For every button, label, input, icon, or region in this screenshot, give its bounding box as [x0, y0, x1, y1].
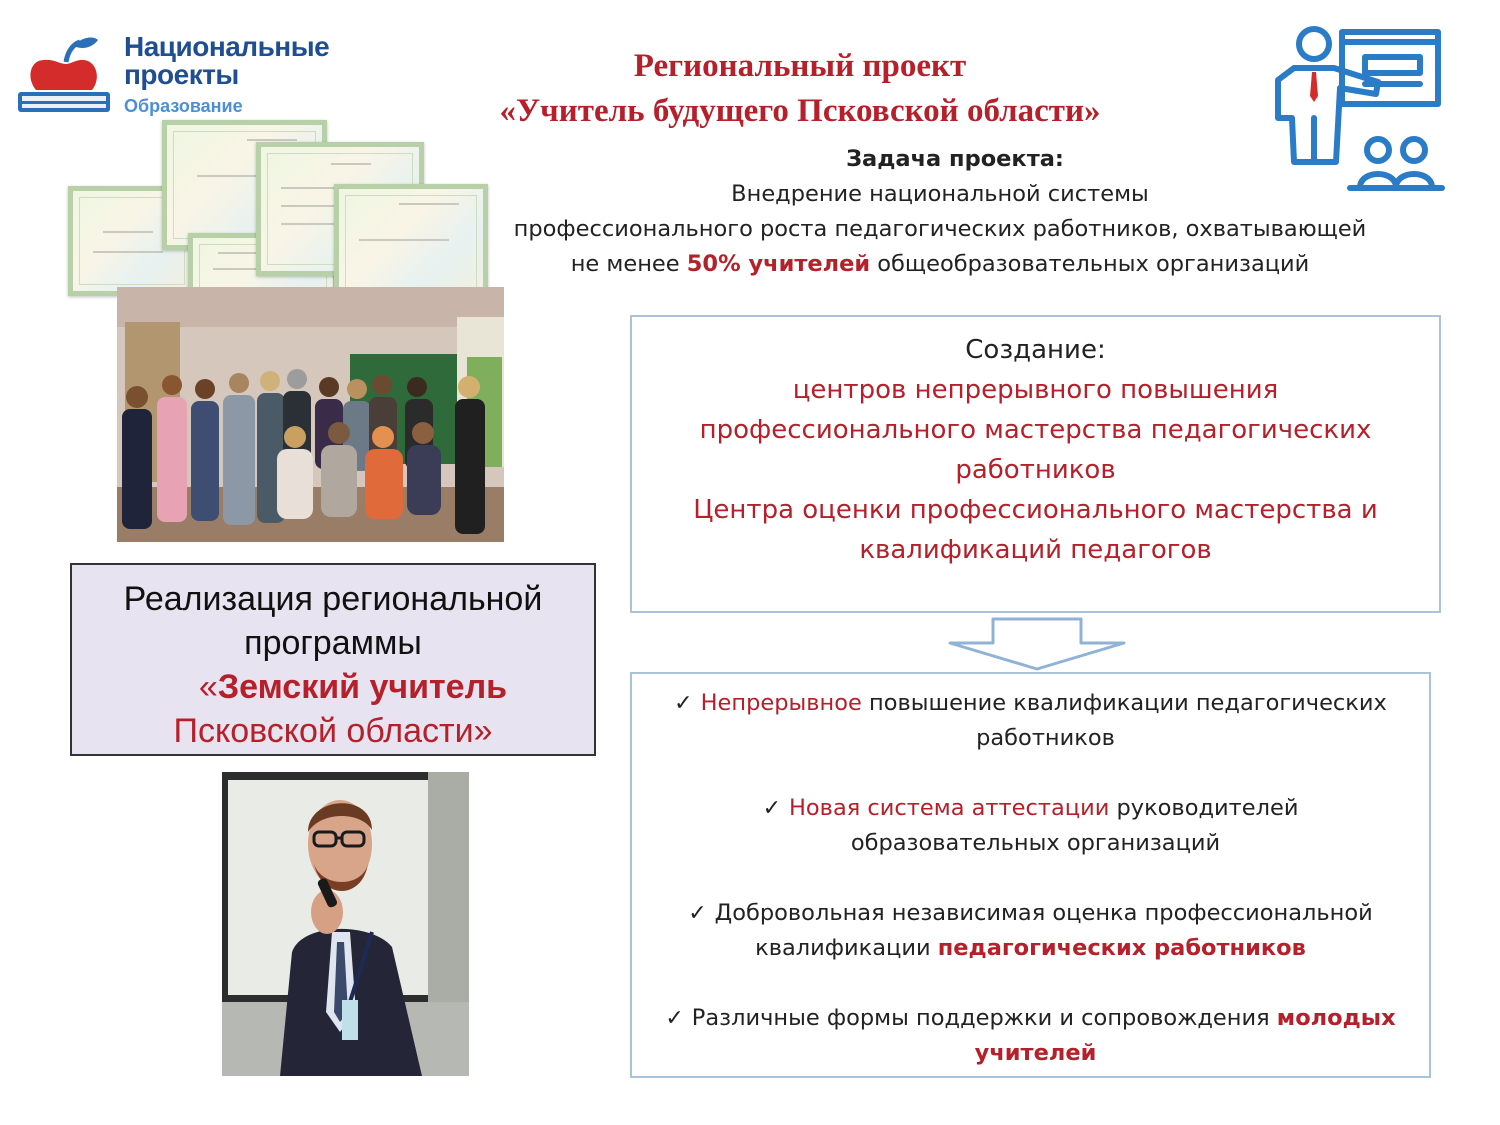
title-line1: Региональный проект	[633, 48, 967, 84]
logo-subtitle: Образование	[124, 96, 243, 116]
results-box	[630, 672, 1431, 1078]
result-item	[632, 896, 1429, 966]
result2-line2: образовательных организаций	[850, 830, 1221, 856]
result4-line2: учителей	[974, 1040, 1097, 1066]
zemsky-line4: Псковской области»	[173, 712, 493, 750]
task-line3	[480, 247, 1400, 282]
task-line2: профессионального роста педагогических работников, охватывающей	[513, 216, 1367, 242]
creation-box	[630, 315, 1441, 613]
task-line3-post: общеобразовательных организаций	[870, 251, 1310, 277]
result3-highlight: педагогических работников	[937, 935, 1306, 961]
checkmark-icon: ✓	[762, 796, 781, 821]
title-line2: «Учитель будущего Псковской области»	[499, 93, 1101, 129]
teacher-photo	[222, 772, 469, 1076]
checkmark-icon: ✓	[665, 1006, 684, 1031]
zemsky-line2: программы	[244, 624, 422, 662]
task-line3-pre: не менее	[570, 251, 687, 277]
result-item	[632, 1001, 1429, 1071]
zemsky-quote: «	[198, 668, 218, 706]
result2-highlight: Новая система аттестации	[789, 795, 1110, 821]
task-highlight: 50% учителей	[686, 251, 871, 277]
page-title	[440, 44, 1160, 134]
zemsky-teacher-program-box	[70, 563, 596, 756]
task-heading: Задача проекта:	[846, 146, 1064, 172]
result1-text: повышение квалификации педагогических	[861, 690, 1387, 716]
group-photo	[117, 287, 504, 542]
result1-highlight: Непрерывное	[700, 690, 862, 716]
logo-title-line2: проекты	[124, 59, 239, 90]
result4-highlight: молодых	[1276, 1005, 1396, 1031]
zemsky-line1: Реализация региональной	[123, 580, 543, 618]
creation-heading: Создание:	[965, 335, 1106, 365]
apple-books-logo-icon	[16, 30, 116, 116]
project-task	[480, 142, 1400, 282]
zemsky-program-name: Земский учитель	[217, 668, 508, 706]
creation-line2: профессионального мастерства педагогических	[699, 415, 1372, 445]
result4-text: Различные формы поддержки и сопровождения	[691, 1005, 1277, 1031]
down-arrow-icon	[948, 617, 1126, 671]
task-line1: Внедрение национальной системы	[731, 181, 1149, 207]
checkmark-icon: ✓	[674, 691, 693, 716]
logo-title-line1: Национальные	[124, 31, 330, 62]
zemsky-line3	[72, 665, 594, 709]
result1-line2: работников	[976, 725, 1115, 751]
result-item	[632, 791, 1429, 861]
creation-line1: центров непрерывного повышения	[792, 375, 1279, 405]
result3-text: Добровольная независимая оценка профессиональной	[714, 900, 1373, 926]
creation-line3: работников	[955, 455, 1116, 485]
result2-text: руководителей	[1109, 795, 1299, 821]
creation-line5: квалификаций педагогов	[859, 535, 1212, 565]
checkmark-icon: ✓	[688, 901, 707, 926]
result3-line2-pre: квалификации	[755, 935, 938, 961]
creation-line4: Центра оценки профессионального мастерства и	[693, 495, 1378, 525]
result-item	[632, 686, 1429, 756]
national-projects-logo	[16, 30, 376, 120]
